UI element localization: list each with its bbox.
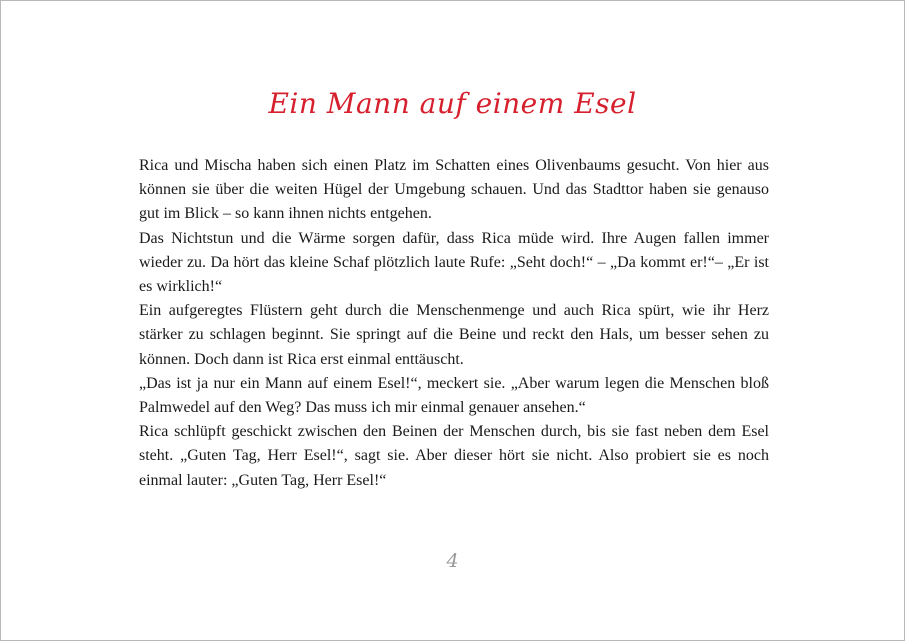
paragraph-1: Rica und Mischa haben sich einen Platz im Schatten eines Olivenbaums gesucht. Von hier aus können sie über die weiten Hügel der Umgebung schauen. Und das Stadttor haben sie genauso gut im Blick – so kann ihnen nichts entgehen.	[139, 157, 769, 223]
paragraph-3: Ein aufgeregtes Flüstern geht durch die Menschenmenge und auch Rica spürt, wie ihr Herz stärker zu schlagen beginnt. Sie springt auf die Beine und reckt den Hals, um besser sehen zu können. Doch dann ist Rica erst einmal enttäuscht.	[139, 302, 769, 368]
paragraph-4: „Das ist ja nur ein Mann auf einem Esel!“, meckert sie. „Aber warum legen die Menschen bloß Palmwedel auf den Weg? Das muss ich mir einmal genauer ansehen.“	[139, 374, 769, 417]
story-text	[139, 154, 769, 493]
page-number: 4	[446, 550, 459, 572]
paragraph-2: Das Nichtstun und die Wärme sorgen dafür, dass Rica müde wird. Ihre Augen fallen immer wieder zu. Da hört das kleine Schaf plötzlich laute Rufe: „Seht doch!“ – „Da kommt er!“– „Er ist es wirklich!“	[139, 229, 769, 296]
page-title: Ein Mann auf einem Esel	[268, 87, 637, 120]
paragraph-5: Rica schlüpft geschickt zwischen den Beinen der Menschen durch, bis sie fast neben dem Esel steht. „Guten Tag, Herr Esel!“, sagt sie. Aber dieser hört sie nicht. Also probiert sie es noch einmal lauter: „Guten Tag, Herr Esel!“	[139, 423, 769, 489]
